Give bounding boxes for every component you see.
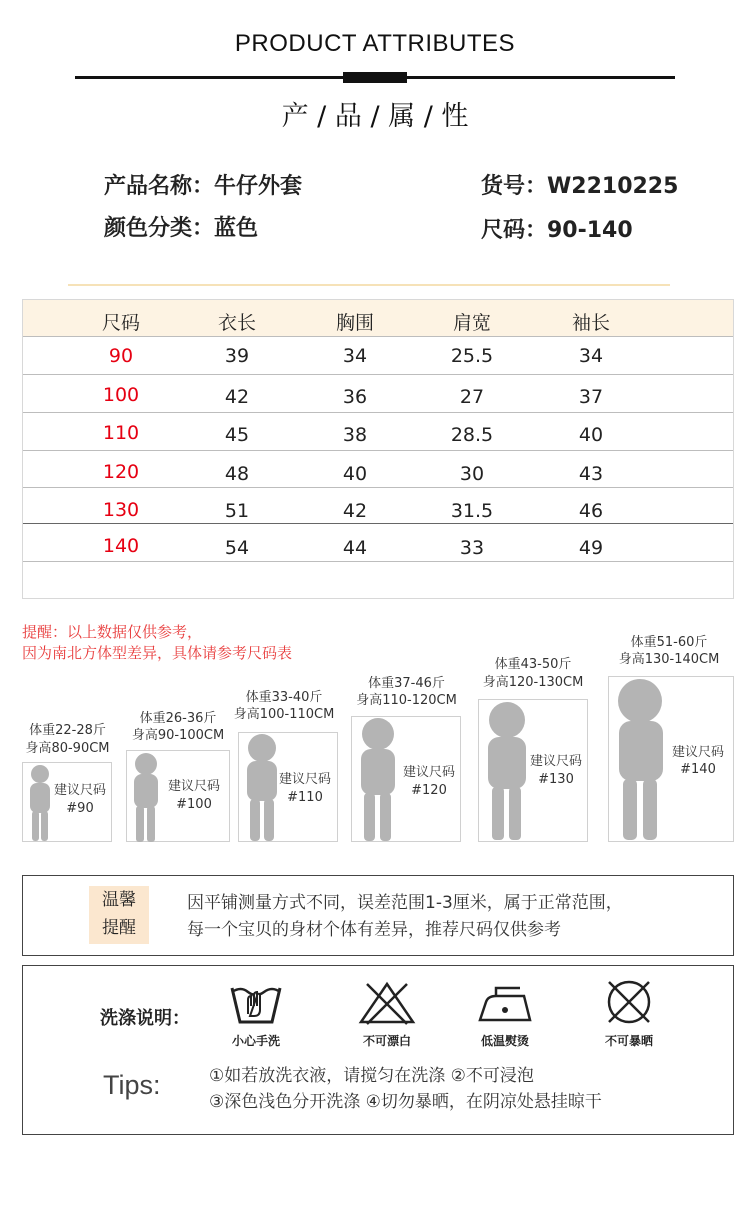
weight-label: 体重22-28斤 <box>29 723 106 738</box>
length-cell: 39 <box>224 345 250 367</box>
size-range: 尺码：90-140 <box>481 218 633 243</box>
shoulder-cell: 30 <box>459 463 485 485</box>
tip-line-1: 因平铺测量方式不同，误差范围1-3厘米，属于正常范围， <box>187 893 623 913</box>
recommend-size: #100 <box>176 797 212 812</box>
recommend-label: 建议尺码 <box>53 783 106 798</box>
english-title: PRODUCT ATTRIBUTES <box>234 30 516 57</box>
size-table <box>22 299 734 599</box>
length-cell: 48 <box>224 463 250 485</box>
sleeve-cell: 40 <box>578 424 604 446</box>
wash-instructions-box <box>22 965 734 1135</box>
recommend-label: 建议尺码 <box>671 745 724 760</box>
length-cell: 45 <box>224 424 250 446</box>
tips-title: Tips: <box>103 1070 161 1100</box>
weight-label: 体重51-60斤 <box>630 635 708 650</box>
size-cell: 130 <box>102 499 140 521</box>
weight-label: 体重26-36斤 <box>139 711 217 726</box>
sleeve-cell: 34 <box>578 345 604 367</box>
table-header <box>23 300 733 336</box>
weight-label: 体重33-40斤 <box>245 690 323 705</box>
height-label: 身高130-140CM <box>618 652 720 667</box>
low-iron-icon <box>474 980 536 1026</box>
no-sun-icon <box>599 976 659 1026</box>
tip-line-2: 每一个宝贝的身材个体有差异，推荐尺码仅供参考 <box>187 920 561 940</box>
wash-caption: 低温熨烫 <box>480 1034 529 1048</box>
tips-text <box>209 1063 602 1115</box>
color-category: 颜色分类：蓝色 <box>104 216 259 241</box>
row-divider <box>23 412 733 413</box>
tip-badge-line-2: 提醒 <box>102 918 136 938</box>
wash-item <box>591 976 667 1049</box>
size-guide-card <box>228 689 340 844</box>
sleeve-cell: 46 <box>578 500 604 522</box>
recommend-label: 建议尺码 <box>167 779 220 794</box>
size-cell: 120 <box>102 461 140 483</box>
tips-line-1: ①如若放洗衣液，请搅匀在洗涤 ②不可浸泡 <box>209 1066 534 1086</box>
wash-item <box>467 980 543 1049</box>
tip-badge <box>89 886 149 944</box>
sleeve-cell: 43 <box>578 463 604 485</box>
row-divider <box>23 374 733 375</box>
row-divider <box>23 523 733 524</box>
size-guide-card <box>476 656 590 844</box>
chest-cell: 44 <box>342 537 368 559</box>
recommend-label: 建议尺码 <box>402 765 455 780</box>
row-divider <box>23 336 733 337</box>
tip-text <box>187 890 623 944</box>
recommend-label: 建议尺码 <box>278 772 331 787</box>
shoulder-cell: 27 <box>459 386 485 408</box>
height-label: 身高90-100CM <box>131 728 225 743</box>
length-cell: 42 <box>224 386 250 408</box>
recommend-size: #90 <box>66 801 94 816</box>
size-cell: 140 <box>102 535 140 557</box>
recommend-label: 建议尺码 <box>529 754 582 769</box>
header-length: 衣长 <box>217 312 256 334</box>
wash-caption: 不可暴晒 <box>604 1034 653 1048</box>
tips-line-2: ③深色浅色分开洗涤 ④切勿暴晒，在阴凉处悬挂晾干 <box>209 1092 602 1112</box>
shoulder-cell: 31.5 <box>450 500 494 522</box>
height-label: 身高80-90CM <box>25 741 110 756</box>
recommend-size: #130 <box>538 772 574 787</box>
chest-cell: 40 <box>342 463 368 485</box>
recommend-size: #110 <box>287 790 323 805</box>
size-notice <box>22 622 292 664</box>
chest-cell: 34 <box>342 345 368 367</box>
shoulder-cell: 25.5 <box>450 345 494 367</box>
row-divider <box>23 561 733 562</box>
header-size: 尺码 <box>101 312 140 334</box>
chest-cell: 42 <box>342 500 368 522</box>
item-number: 货号：W2210225 <box>481 174 679 199</box>
tip-badge-line-1: 温馨 <box>102 890 136 910</box>
height-label: 身高120-130CM <box>482 675 584 690</box>
recommend-size: #120 <box>411 783 447 798</box>
no-bleach-icon <box>357 980 417 1026</box>
row-divider <box>23 487 733 488</box>
height-label: 身高110-120CM <box>356 693 457 708</box>
length-cell: 51 <box>224 500 250 522</box>
wash-label: 洗涤说明： <box>100 1008 190 1029</box>
shoulder-cell: 33 <box>459 537 485 559</box>
header-sleeve: 袖长 <box>571 312 610 334</box>
shoulder-cell: 28.5 <box>450 424 494 446</box>
size-guide-card <box>349 675 464 844</box>
chest-cell: 36 <box>342 386 368 408</box>
title-divider-accent <box>343 72 407 83</box>
header-shoulder: 肩宽 <box>452 312 491 334</box>
weight-label: 体重37-46斤 <box>368 676 445 691</box>
sleeve-cell: 37 <box>578 386 604 408</box>
notice-line-1: 提醒：以上数据仅供参考， <box>22 623 203 641</box>
wash-caption: 不可漂白 <box>362 1034 411 1048</box>
height-label: 身高100-110CM <box>233 707 335 722</box>
length-cell: 54 <box>224 537 250 559</box>
size-cell: 100 <box>102 384 140 406</box>
notice-line-2: 因为南北方体型差异，具体请参考尺码表 <box>22 644 293 662</box>
wash-item <box>349 980 425 1049</box>
product-name: 产品名称：牛仔外套 <box>104 174 303 199</box>
size-guide-card <box>604 634 734 844</box>
hand-wash-icon <box>226 980 286 1026</box>
chest-cell: 38 <box>342 424 368 446</box>
size-guide-card <box>124 710 232 844</box>
weight-label: 体重43-50斤 <box>494 657 572 672</box>
wash-item <box>221 980 291 1049</box>
size-cell: 90 <box>108 345 134 367</box>
recommend-size: #140 <box>680 762 716 777</box>
row-divider <box>23 450 733 451</box>
attributes-divider <box>68 284 670 286</box>
header-chest: 胸围 <box>335 312 374 334</box>
chinese-title: 产 / 品 / 属 / 性 <box>281 101 469 132</box>
tip-box <box>22 875 734 956</box>
wash-caption: 小心手洗 <box>231 1034 280 1048</box>
sleeve-cell: 49 <box>578 537 604 559</box>
size-guide-card <box>20 722 115 844</box>
size-cell: 110 <box>102 422 140 444</box>
